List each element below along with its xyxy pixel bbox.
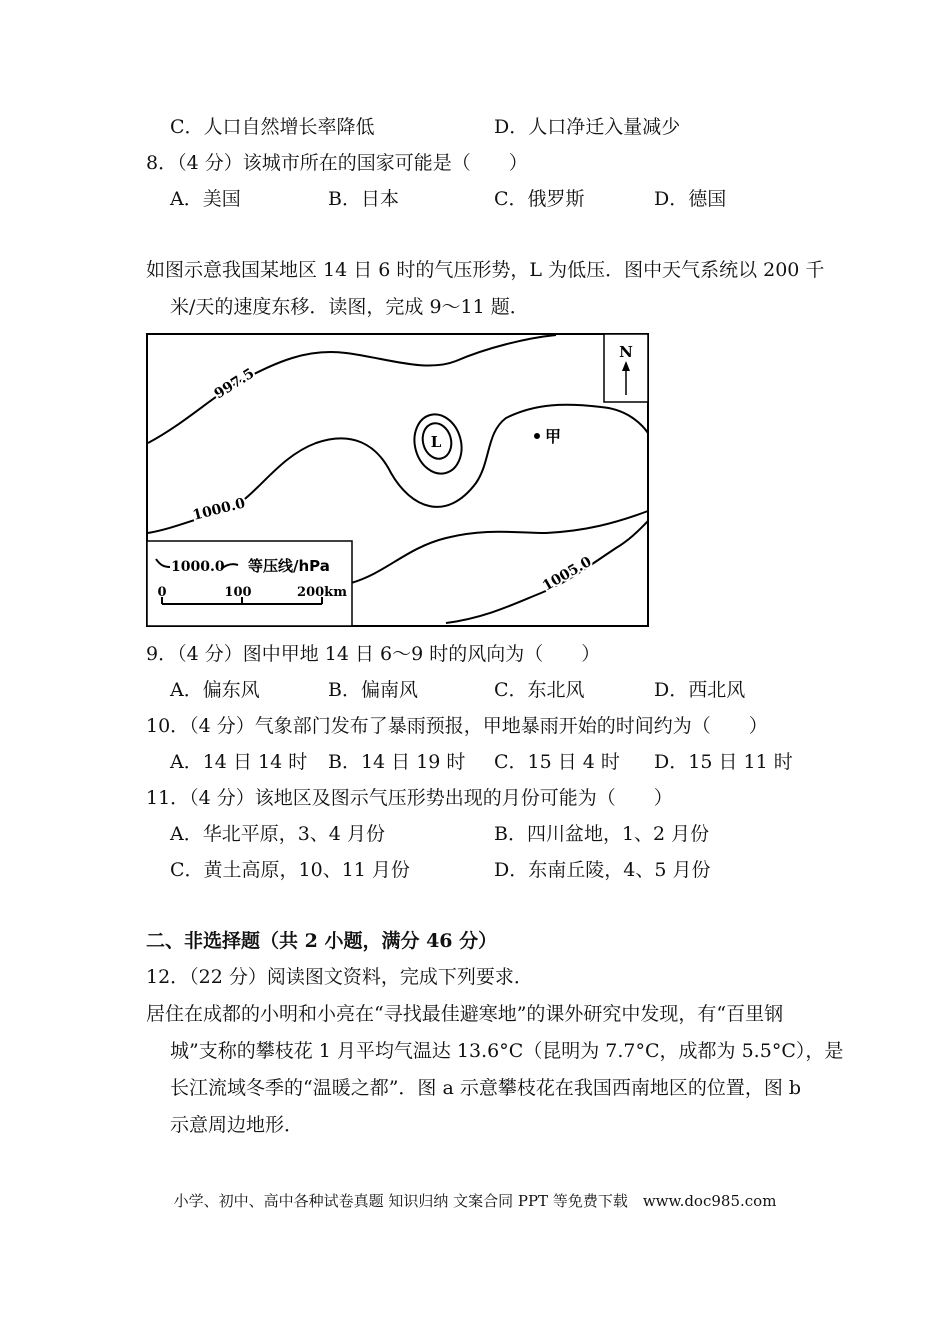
q10-stem: 10．（4 分）气象部门发布了暴雨预报，甲地暴雨开始的时间约为（ ）	[146, 715, 768, 737]
q11-option-a: A．华北平原，3、4 月份	[170, 823, 385, 845]
q11-option-b: B．四川盆地，1、2 月份	[494, 823, 710, 845]
q11-stem: 11．（4 分）该地区及图示气压形势出现的月份可能为（ ）	[146, 787, 673, 809]
q7-option-c: C．人口自然增长率降低	[170, 116, 375, 138]
map-legend	[147, 541, 352, 626]
q8-option-c: C．俄罗斯	[494, 188, 585, 210]
q12-para-line-4: 示意周边地形．	[170, 1114, 304, 1136]
q11-option-c: C．黄土高原，10、11 月份	[170, 859, 410, 881]
low-label: L	[430, 433, 442, 451]
pressure-map-figure	[146, 333, 649, 627]
q12-stem: 12．（22 分）阅读图文资料，完成下列要求．	[146, 966, 533, 988]
legend-isobar-value: 1000.0	[171, 559, 225, 575]
section-2-title: 二、非选择题（共 2 小题，满分 46 分）	[146, 930, 498, 952]
north-arrow-icon	[604, 334, 648, 402]
q9-option-d: D．西北风	[654, 679, 746, 701]
q8-option-a: A．美国	[170, 188, 241, 210]
q9-stem: 9．（4 分）图中甲地 14 日 6～9 时的风向为（ ）	[146, 643, 601, 665]
q8-option-b: B．日本	[328, 188, 399, 210]
q10-option-d: D．15 日 11 时	[654, 751, 793, 773]
isobar-label-1005-0: 1005.0	[540, 553, 595, 595]
place-jia-marker	[534, 433, 540, 439]
q8-stem: 8．（4 分）该城市所在的国家可能是（ ）	[146, 152, 528, 174]
scale-tick-200km: 200km	[297, 585, 347, 600]
intro-line-2: 米/天的速度东移．读图，完成 9～11 题．	[170, 296, 529, 318]
q9-option-c: C．东北风	[494, 679, 585, 701]
isobar-label-997-5: 997.5	[211, 365, 258, 403]
q12-para-line-1: 居住在成都的小明和小亮在“寻找最佳避寒地”的课外研究中发现，有“百里钢	[146, 1003, 784, 1025]
q7-option-d: D．人口净迁入量减少	[494, 116, 681, 138]
q12-para-line-3: 长江流域冬季的“温暖之都”．图 a 示意攀枝花在我国西南地区的位置，图 b	[170, 1077, 802, 1099]
scale-tick-100: 100	[224, 585, 252, 600]
q10-option-c: C．15 日 4 时	[494, 751, 620, 773]
q10-option-b: B．14 日 19 时	[328, 751, 466, 773]
q11-option-d: D．东南丘陵，4、5 月份	[494, 859, 711, 881]
q12-para-line-2: 城”支称的攀枝花 1 月平均气温达 13.6°C（昆明为 7.7°C，成都为 5.5°C），是	[170, 1040, 844, 1062]
isobar-label-1000-0: 1000.0	[191, 495, 247, 524]
north-label: N	[619, 343, 633, 361]
page-footer: 小学、初中、高中各种试卷真题 知识归纳 文案合同 PPT 等免费下载 www.doc985.com	[173, 1192, 777, 1210]
q9-option-a: A．偏东风	[170, 679, 260, 701]
q9-option-b: B．偏南风	[328, 679, 418, 701]
q8-option-d: D．德国	[654, 188, 727, 210]
q10-option-a: A．14 日 14 时	[170, 751, 308, 773]
scale-tick-0: 0	[157, 585, 167, 600]
legend-text: 等压线/hPa	[248, 557, 330, 575]
intro-line-1: 如图示意我国某地区 14 日 6 时的气压形势，L 为低压．图中天气系统以 200 千	[146, 259, 825, 281]
place-jia-label: 甲	[545, 427, 562, 446]
